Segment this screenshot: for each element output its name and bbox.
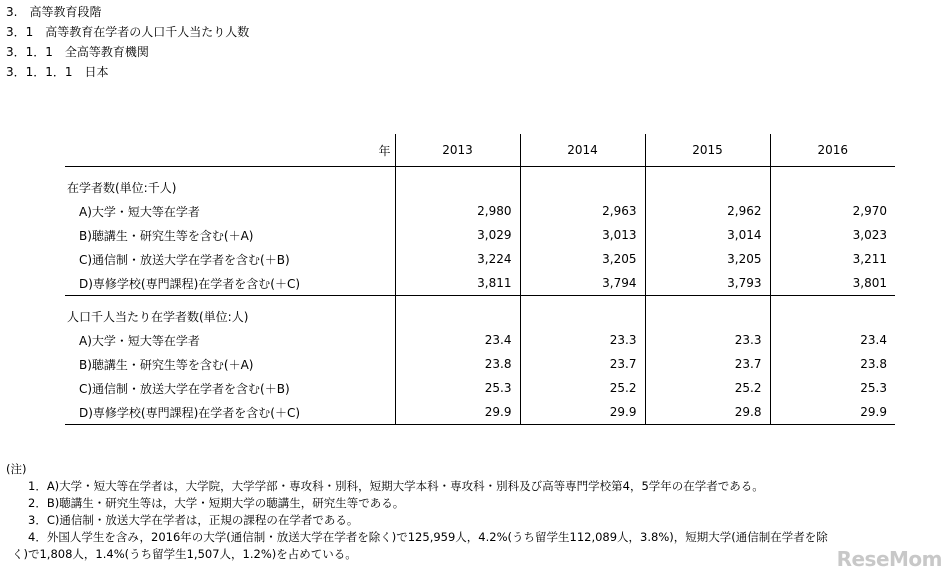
cell-value: 3,029 [395,223,520,247]
row-label: C)通信制・放送大学在学者を含む(＋B) [79,381,290,396]
cell-value: 23.7 [520,352,645,376]
table-row [65,328,895,352]
footnote-3: 3．C)通信制・放送大学在学者は，正規の課程の在学者である。 [28,513,359,527]
footnote-2: 2．B)聴講生・研究生等は，大学・短期大学の聴講生，研究生等である。 [28,496,405,510]
table-header-row [65,134,895,167]
table-row [65,376,895,400]
cell-value: 3,205 [520,247,645,271]
cell-value: 23.3 [645,328,770,352]
cell-value: 3,793 [645,271,770,296]
year-label: 年 [65,134,395,167]
footnote-4: 4．外国人学生を含み，2016年の大学(通信制・放送大学在学者を除く)で125,959人，4.2%(うち留学生112,089人，3.8%)，短期大学(通信制在学者を除 [28,530,828,544]
cell-value: 29.9 [770,400,895,425]
cell-value: 2,980 [395,199,520,223]
cell-value: 2,962 [645,199,770,223]
resemom-watermark: ReseMom [836,547,942,571]
cell-value: 3,211 [770,247,895,271]
notes-heading: (注) [6,462,27,476]
row-label: A)大学・短大等在学者 [79,204,200,219]
table-row [65,223,895,247]
cell-value: 29.9 [520,400,645,425]
row-label: D)専修学校(専門課程)在学者を含む(＋C) [79,276,301,291]
cell-value: 3,023 [770,223,895,247]
cell-value: 23.7 [645,352,770,376]
cell-value: 23.4 [395,328,520,352]
group-title-row [65,175,895,199]
table-row [65,400,895,425]
cell-value: 23.4 [770,328,895,352]
table-row [65,271,895,296]
cell-value: 29.9 [395,400,520,425]
enrollment-table [65,134,895,425]
table-row [65,199,895,223]
cell-value: 3,801 [770,271,895,296]
year-header: 2013 [395,134,520,167]
cell-value: 25.3 [395,376,520,400]
cell-value: 2,970 [770,199,895,223]
cell-value: 3,811 [395,271,520,296]
footnotes [6,461,828,563]
heading-level-3: 3．1．1 全高等教育機関 [6,45,149,59]
heading-level-2: 3．1 高等教育在学者の人口千人当たり人数 [6,25,250,39]
section-headings [6,2,249,82]
year-header: 2015 [645,134,770,167]
table-row [65,352,895,376]
group-title: 在学者数(単位:千人) [67,180,177,195]
row-label: B)聴講生・研究生等を含む(＋A) [79,357,254,372]
row-label: C)通信制・放送大学在学者を含む(＋B) [79,252,290,267]
cell-value: 23.8 [770,352,895,376]
table-row [65,247,895,271]
heading-level-4: 3．1．1．1 日本 [6,65,109,79]
heading-level-1: 3. 高等教育段階 [6,5,102,19]
group-title-row [65,304,895,328]
cell-value: 3,205 [645,247,770,271]
cell-value: 25.2 [645,376,770,400]
cell-value: 23.8 [395,352,520,376]
cell-value: 25.3 [770,376,895,400]
row-label: A)大学・短大等在学者 [79,333,200,348]
row-label: D)専修学校(専門課程)在学者を含む(＋C) [65,400,395,425]
footnote-1: 1．A)大学・短大等在学者は，大学院，大学学部・専攻科・別科，短期大学本科・専攻科・別科及び高等専門学校第4，5学年の在学者である。 [28,479,764,493]
cell-value: 3,794 [520,271,645,296]
year-header: 2016 [770,134,895,167]
cell-value: 25.2 [520,376,645,400]
year-header: 2014 [520,134,645,167]
footnote-4-continued: く)で1,808人，1.4%(うち留学生1,507人，1.2%)を占めている。 [12,547,357,561]
cell-value: 3,013 [520,223,645,247]
cell-value: 23.3 [520,328,645,352]
cell-value: 3,014 [645,223,770,247]
group-title: 人口千人当たり在学者数(単位:人) [67,309,249,324]
cell-value: 29.8 [645,400,770,425]
row-label: B)聴講生・研究生等を含む(＋A) [79,228,254,243]
cell-value: 2,963 [520,199,645,223]
cell-value: 3,224 [395,247,520,271]
